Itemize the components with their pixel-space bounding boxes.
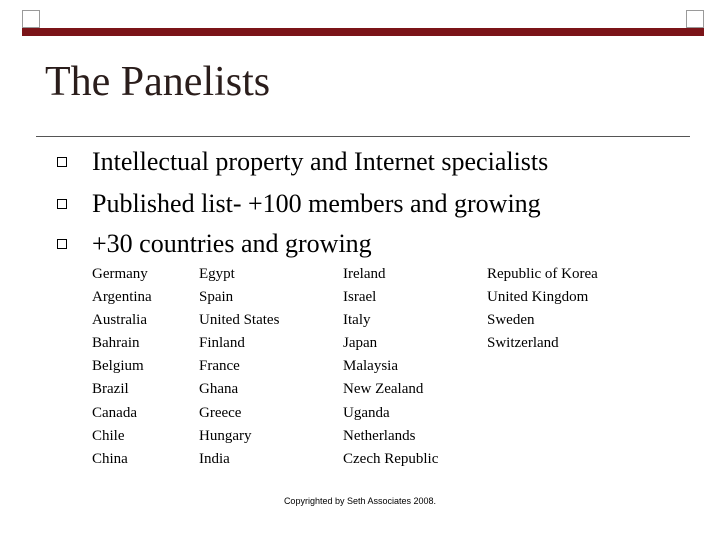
header-accent-bar (22, 28, 704, 36)
copyright-footer: Copyrighted by Seth Associates 2008. (283, 496, 437, 506)
country-name: Hungary (199, 427, 252, 444)
country-name: France (199, 358, 240, 375)
title-divider (36, 136, 690, 137)
country-name: Switzerland (487, 335, 559, 352)
country-name: United States (199, 312, 280, 329)
hollow-square-icon (57, 199, 67, 209)
country-name: Ireland (343, 266, 386, 282)
country-name: Australia (92, 312, 147, 329)
country-name: Netherlands (343, 427, 416, 444)
country-column (92, 263, 152, 471)
bullet-item (92, 229, 372, 259)
country-name: India (199, 450, 230, 467)
slide-title: The Panelists (45, 59, 271, 105)
country-name: Belgium (92, 358, 144, 375)
country-name: Italy (343, 312, 371, 329)
hollow-square-icon (57, 239, 67, 249)
country-name: New Zealand (343, 381, 424, 398)
country-name: Canada (92, 404, 137, 421)
country-name: Argentina (92, 289, 152, 306)
country-name: Israel (343, 289, 377, 306)
country-column (487, 263, 598, 355)
bullet-item (92, 189, 541, 219)
country-name: Ghana (199, 381, 239, 398)
country-name: United Kingdom (487, 289, 589, 306)
country-name: Malaysia (343, 358, 398, 375)
country-name: China (92, 450, 128, 467)
bullet-text: Intellectual property and Internet specialists (92, 147, 549, 176)
country-name: Japan (343, 335, 378, 352)
country-column (199, 263, 279, 471)
country-name: Chile (92, 427, 125, 444)
country-name: Egypt (199, 266, 235, 282)
hollow-square-icon (57, 157, 67, 167)
country-name: Spain (199, 289, 234, 306)
country-column (343, 263, 438, 471)
country-name: Bahrain (92, 335, 140, 352)
country-name: Greece (199, 404, 242, 421)
country-name: Finland (199, 335, 245, 352)
country-name: Republic of Korea (487, 266, 598, 282)
bullet-text: +30 countries and growing (92, 229, 372, 258)
country-name: Czech Republic (343, 450, 439, 467)
bullet-item (92, 147, 548, 177)
country-name: Sweden (487, 312, 535, 329)
decorative-square-left (22, 10, 40, 28)
bullet-text: Published list- +100 members and growing (92, 189, 541, 218)
country-name: Germany (92, 266, 148, 282)
country-name: Uganda (343, 404, 390, 421)
country-name: Brazil (92, 381, 129, 398)
decorative-square-right (686, 10, 704, 28)
